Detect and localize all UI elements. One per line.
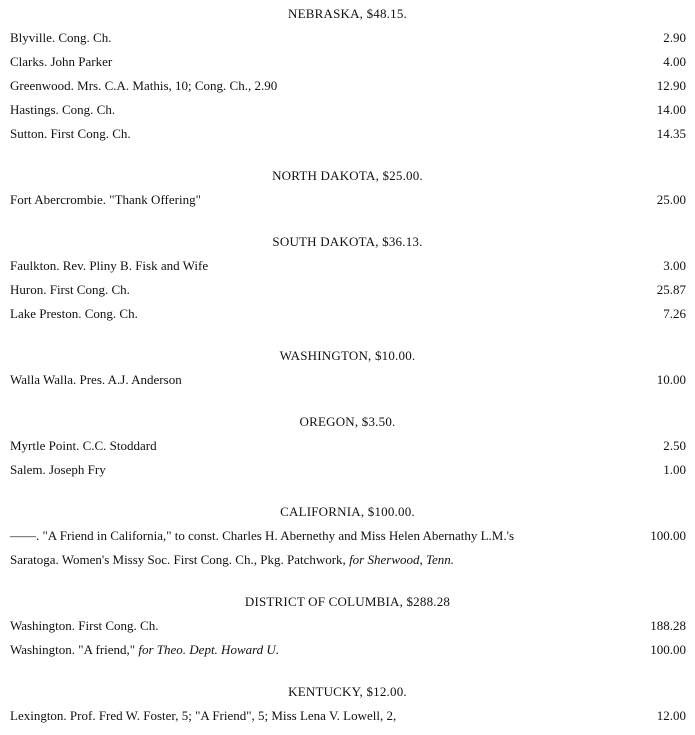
entry-amount: 188.28	[650, 618, 686, 633]
list-item	[10, 126, 686, 144]
entry-amount: 2.90	[663, 30, 686, 45]
section-heading-california: CALIFORNIA, $100.00.	[280, 504, 415, 519]
entry-description: ——. "A Friend in California," to const. Charles H. Abernethy and Miss Helen Abernathy L.M.'s	[10, 528, 514, 543]
entry-amount: 14.35	[656, 126, 686, 141]
entry-description: Washington. First Cong. Ch.	[10, 618, 159, 633]
entry-designation: for Sherwood, Tenn.	[349, 552, 455, 567]
entry-amount: 100.00	[650, 642, 686, 657]
entry-description: Walla Walla. Pres. A.J. Anderson	[10, 372, 182, 387]
entry-designation: for Theo. Dept. Howard U.	[138, 642, 280, 657]
entry-amount: 100.00	[650, 528, 686, 543]
entry-description: Greenwood. Mrs. C.A. Mathis, 10; Cong. Ch., 2.90	[10, 78, 278, 93]
entry-description	[10, 552, 454, 568]
entry-text: Saratoga. Women's Missy Soc. First Cong. Ch., Pkg. Patchwork,	[10, 552, 350, 567]
entry-description: Blyville. Cong. Ch.	[10, 30, 112, 45]
entry-amount: 4.00	[663, 54, 686, 69]
entry-description: Huron. First Cong. Ch.	[10, 282, 130, 297]
list-item	[10, 708, 686, 726]
entry-amount: 10.00	[656, 372, 686, 387]
list-item	[10, 642, 686, 660]
entry-description: Lexington. Prof. Fred W. Foster, 5; "A Friend", 5; Miss Lena V. Lowell, 2,	[10, 708, 397, 723]
section-heading-oregon: OREGON, $3.50.	[299, 414, 396, 429]
list-item	[10, 54, 686, 72]
entry-amount: 25.87	[656, 282, 686, 297]
entry-amount: 7.26	[663, 306, 686, 321]
section-heading-north-dakota: NORTH DAKOTA, $25.00.	[272, 168, 423, 183]
list-item	[10, 282, 686, 300]
entry-amount: 2.50	[663, 438, 686, 453]
section-heading-nebraska: NEBRASKA, $48.15.	[288, 6, 407, 21]
list-item	[10, 306, 686, 324]
list-item	[10, 30, 686, 48]
list-item	[10, 528, 686, 546]
entry-amount: 12.00	[656, 708, 686, 723]
entry-description: Lake Preston. Cong. Ch.	[10, 306, 138, 321]
entry-description: Salem. Joseph Fry	[10, 462, 106, 477]
entry-description: Sutton. First Cong. Ch.	[10, 126, 131, 141]
entry-description: Hastings. Cong. Ch.	[10, 102, 116, 117]
entry-description: Clarks. John Parker	[10, 54, 113, 69]
list-item	[10, 192, 686, 210]
entry-amount: 3.00	[663, 258, 686, 273]
entry-amount: 25.00	[656, 192, 686, 207]
list-item	[10, 438, 686, 456]
entry-description: Faulkton. Rev. Pliny B. Fisk and Wife	[10, 258, 209, 273]
section-heading-kentucky: KENTUCKY, $12.00.	[288, 684, 407, 699]
list-item	[10, 258, 686, 276]
section-heading-south-dakota: SOUTH DAKOTA, $36.13.	[272, 234, 423, 249]
entry-amount: 14.00	[656, 102, 686, 117]
list-item	[10, 618, 686, 636]
entry-amount: 1.00	[663, 462, 686, 477]
section-heading-district-of-columbia: DISTRICT OF COLUMBIA, $288.28	[244, 594, 451, 609]
entry-description: Myrtle Point. C.C. Stoddard	[10, 438, 157, 453]
list-item	[10, 552, 686, 570]
entry-description: Fort Abercrombie. "Thank Offering"	[10, 192, 201, 207]
entry-description	[10, 642, 279, 658]
list-item	[10, 462, 686, 480]
list-item	[10, 78, 686, 96]
list-item	[10, 102, 686, 120]
entry-text: Washington. "A friend,"	[10, 642, 139, 657]
entry-amount: 12.90	[656, 78, 686, 93]
list-item	[10, 372, 686, 390]
section-heading-washington: WASHINGTON, $10.00.	[279, 348, 416, 363]
